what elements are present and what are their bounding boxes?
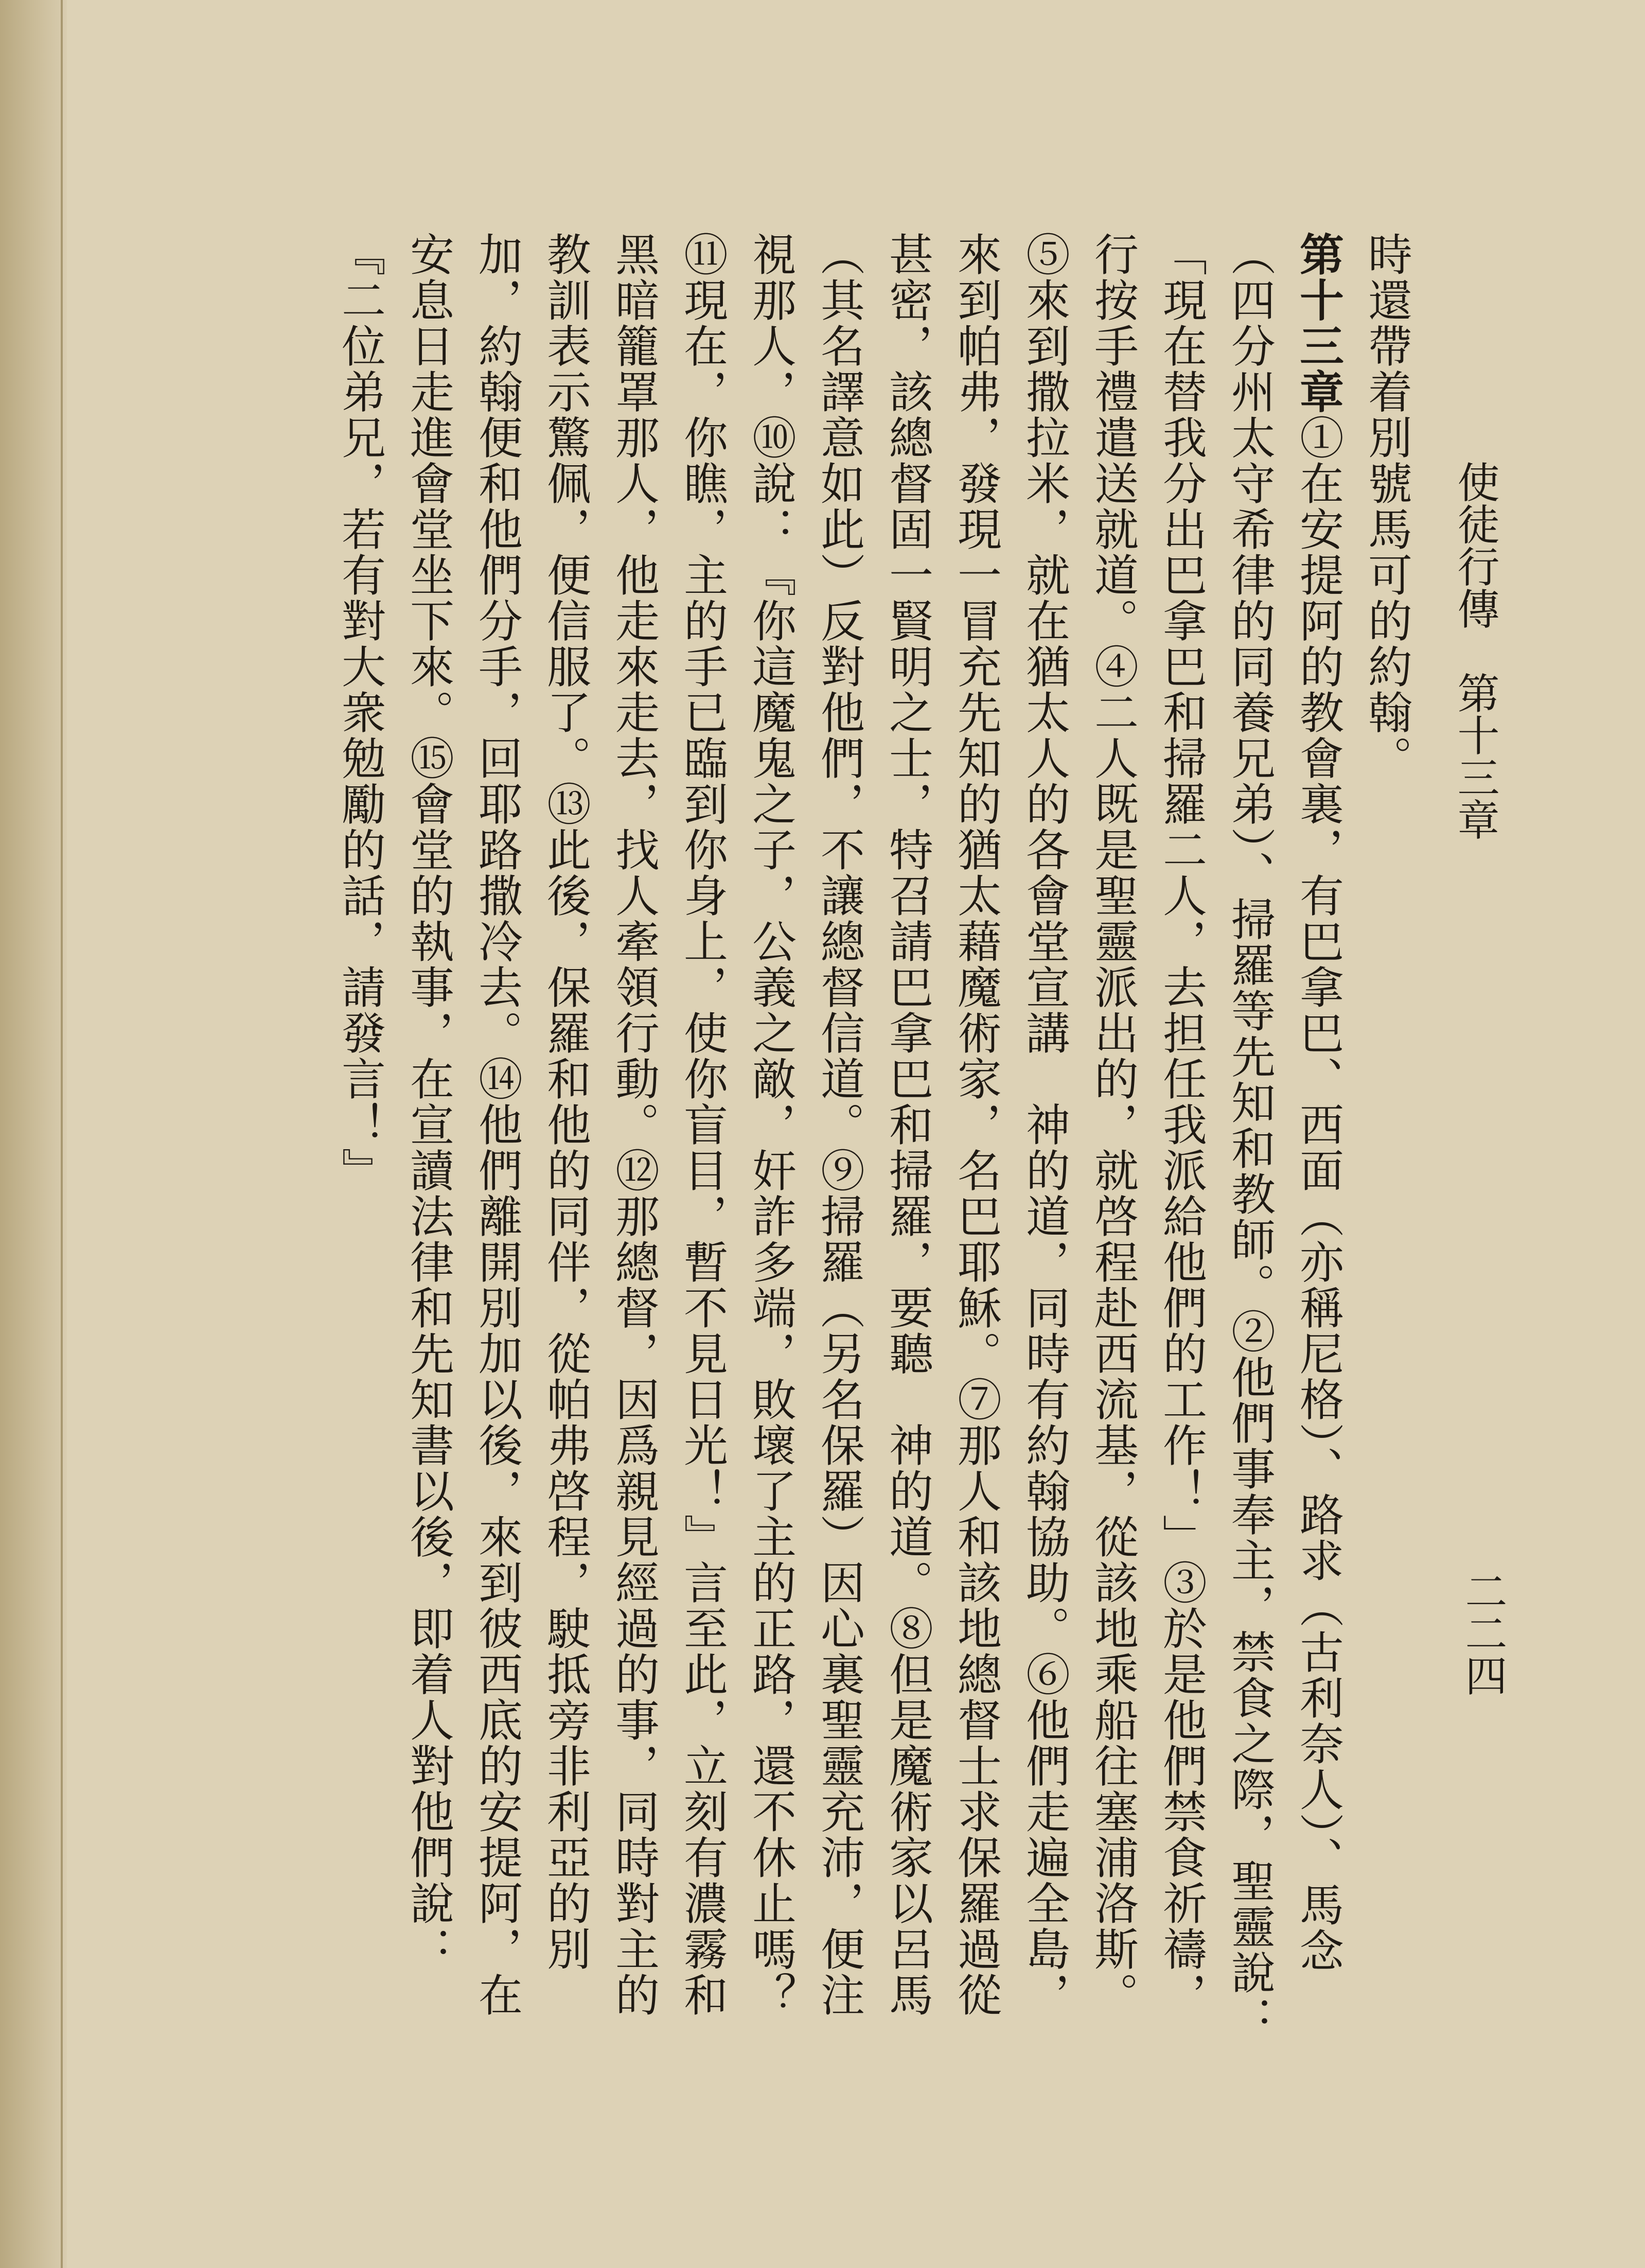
binding-edge <box>61 0 63 2268</box>
chapter-verses: ①在安提阿的教會裏，有巴拿巴、西面（亦稱尼格）、路求（古利奈人）、馬念（四分州太守希律的同養兄弟）、掃羅等先知和教師。②他們事奉主，禁食之際，聖靈說：「現在替我分出巴拿巴和掃羅二人，去担任我派給他們的工作！」③於是他們禁食祈禱，行按手禮遣送就道。④二人既是聖靈派出的，就啓程赴西流基，從該地乘船往塞浦洛斯。⑤來到撒拉米，就在猶太人的各會堂宣講 神的道，同時有約翰協助。⑥他們走遍全島，來到帕弗，發現一冒充先知的猶太藉魔術家，名巴耶穌。⑦那人和該地總督士求保羅過從甚密，該總督固一賢明之士，特召請巴拿巴和掃羅，要聽 神的道。⑧但是魔術家以呂馬（其名譯意如此）反對他們，不讓總督信道。⑨掃羅（另名保羅）因心裏聖靈充沛，便注視那人，⑩說：『你這魔鬼之子，公義之敵，奸詐多端，敗壞了主的正路，還不休止嗎？⑪現在，你瞧，主的手已臨到你身上，使你盲目，暫不見日光！』言至此，立刻有濃霧和黑暗籠罩那人，他走來走去，找人牽領行動。⑫那總督，因爲親見經過的事，同時對主的教訓表示驚佩，便信服了。⑬此後，保羅和他的同伴，從帕弗啓程，駛抵旁非利亞的別加，約翰便和他們分手，回耶路撒冷去。⑭他們離開別加以後，來到彼西底的安提阿，在安息日走進會堂坐下來。⑮會堂的執事，在宣讀法律和先知書以後，即着人對他們說：『二位弟兄，若有對大衆勉勵的話，請發言！』 <box>334 232 1343 2042</box>
page-number: 二二四 <box>1458 1570 1507 1696</box>
page-gutter <box>0 0 67 2268</box>
chapter-heading: 第十三章 <box>1292 232 1343 415</box>
body-text <box>280 232 1420 2059</box>
running-head: 使徒行傳 第十三章 <box>1451 461 1499 840</box>
carryover-verse: 時還帶着別號馬可的約翰。 <box>1360 232 1412 781</box>
